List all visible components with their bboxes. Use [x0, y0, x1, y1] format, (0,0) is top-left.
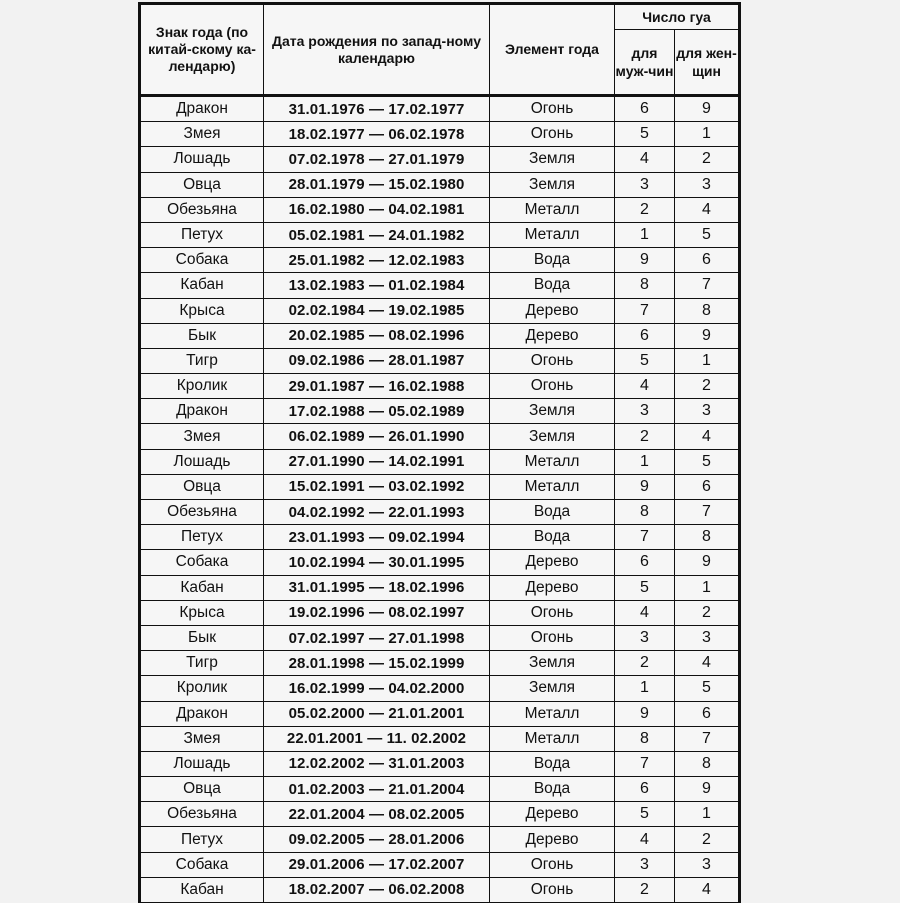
cell-sign: Собака: [140, 248, 264, 273]
cell-sign: Змея: [140, 726, 264, 751]
cell-element: Вода: [490, 525, 615, 550]
table-header: [140, 4, 740, 96]
cell-gua-men: 6: [615, 96, 675, 122]
table-row: [140, 676, 740, 701]
cell-element: Дерево: [490, 323, 615, 348]
table-row: [140, 147, 740, 172]
header-element: Элемент года: [490, 4, 615, 96]
cell-dates: 16.02.1980 — 04.02.1981: [264, 197, 490, 222]
cell-dates: 06.02.1989 — 26.01.1990: [264, 424, 490, 449]
cell-element: Земля: [490, 147, 615, 172]
cell-dates: 17.02.1988 — 05.02.1989: [264, 399, 490, 424]
cell-gua-men: 1: [615, 222, 675, 247]
header-women: для жен-щин: [675, 30, 740, 96]
cell-element: Огонь: [490, 852, 615, 877]
cell-dates: 09.02.2005 — 28.01.2006: [264, 827, 490, 852]
cell-gua-women: 3: [675, 172, 740, 197]
cell-gua-men: 6: [615, 777, 675, 802]
header-dates: Дата рождения по запад-ному календарю: [264, 4, 490, 96]
cell-gua-women: 3: [675, 399, 740, 424]
cell-sign: Бык: [140, 323, 264, 348]
table-row: [140, 273, 740, 298]
cell-sign: Кабан: [140, 273, 264, 298]
cell-sign: Тигр: [140, 651, 264, 676]
cell-gua-women: 5: [675, 676, 740, 701]
cell-element: Дерево: [490, 298, 615, 323]
cell-element: Огонь: [490, 877, 615, 902]
cell-gua-men: 2: [615, 197, 675, 222]
cell-gua-women: 1: [675, 348, 740, 373]
cell-gua-men: 7: [615, 525, 675, 550]
table-row: [140, 96, 740, 122]
cell-element: Дерево: [490, 802, 615, 827]
cell-element: Дерево: [490, 550, 615, 575]
header-sign: Знак года (по китай-скому ка-лендарю): [140, 4, 264, 96]
table-row: [140, 525, 740, 550]
cell-element: Вода: [490, 751, 615, 776]
header-gua: Число гуа: [615, 4, 740, 30]
cell-sign: Обезьяна: [140, 500, 264, 525]
cell-sign: Дракон: [140, 399, 264, 424]
cell-gua-women: 3: [675, 852, 740, 877]
cell-element: Металл: [490, 222, 615, 247]
cell-sign: Тигр: [140, 348, 264, 373]
cell-gua-men: 5: [615, 122, 675, 147]
cell-element: Огонь: [490, 625, 615, 650]
cell-element: Вода: [490, 500, 615, 525]
table-row: [140, 399, 740, 424]
header-men: для муж-чин: [615, 30, 675, 96]
cell-sign: Овца: [140, 172, 264, 197]
table-row: [140, 298, 740, 323]
cell-dates: 05.02.2000 — 21.01.2001: [264, 701, 490, 726]
cell-gua-men: 2: [615, 877, 675, 902]
table-body: [140, 96, 740, 903]
cell-sign: Лошадь: [140, 751, 264, 776]
cell-dates: 20.02.1985 — 08.02.1996: [264, 323, 490, 348]
cell-gua-men: 5: [615, 348, 675, 373]
cell-gua-women: 5: [675, 222, 740, 247]
cell-dates: 01.02.2003 — 21.01.2004: [264, 777, 490, 802]
cell-dates: 16.02.1999 — 04.02.2000: [264, 676, 490, 701]
cell-element: Металл: [490, 197, 615, 222]
cell-dates: 07.02.1997 — 27.01.1998: [264, 625, 490, 650]
cell-dates: 18.02.1977 — 06.02.1978: [264, 122, 490, 147]
cell-gua-men: 5: [615, 802, 675, 827]
cell-gua-women: 2: [675, 374, 740, 399]
cell-gua-men: 9: [615, 248, 675, 273]
cell-gua-men: 4: [615, 827, 675, 852]
cell-dates: 12.02.2002 — 31.01.2003: [264, 751, 490, 776]
table-row: [140, 550, 740, 575]
cell-sign: Крыса: [140, 600, 264, 625]
cell-gua-men: 3: [615, 852, 675, 877]
cell-gua-women: 8: [675, 751, 740, 776]
cell-element: Вода: [490, 777, 615, 802]
table-row: [140, 474, 740, 499]
table-row: [140, 600, 740, 625]
cell-dates: 22.01.2004 — 08.02.2005: [264, 802, 490, 827]
cell-sign: Дракон: [140, 701, 264, 726]
cell-gua-men: 3: [615, 399, 675, 424]
cell-sign: Кабан: [140, 877, 264, 902]
table-row: [140, 802, 740, 827]
cell-gua-men: 6: [615, 550, 675, 575]
cell-element: Металл: [490, 449, 615, 474]
cell-gua-men: 1: [615, 676, 675, 701]
cell-gua-men: 3: [615, 625, 675, 650]
table-row: [140, 197, 740, 222]
table-row: [140, 323, 740, 348]
cell-dates: 25.01.1982 — 12.02.1983: [264, 248, 490, 273]
cell-sign: Лошадь: [140, 449, 264, 474]
cell-dates: 31.01.1976 — 17.02.1977: [264, 96, 490, 122]
cell-gua-men: 2: [615, 651, 675, 676]
cell-gua-women: 1: [675, 122, 740, 147]
cell-element: Вода: [490, 248, 615, 273]
table-row: [140, 651, 740, 676]
cell-gua-men: 8: [615, 500, 675, 525]
cell-element: Металл: [490, 474, 615, 499]
cell-element: Земля: [490, 399, 615, 424]
cell-element: Огонь: [490, 600, 615, 625]
cell-sign: Лошадь: [140, 147, 264, 172]
gua-number-table: [138, 2, 741, 903]
cell-sign: Обезьяна: [140, 197, 264, 222]
cell-sign: Овца: [140, 777, 264, 802]
cell-element: Огонь: [490, 122, 615, 147]
cell-dates: 31.01.1995 — 18.02.1996: [264, 575, 490, 600]
cell-sign: Кролик: [140, 676, 264, 701]
cell-gua-women: 1: [675, 802, 740, 827]
cell-gua-women: 5: [675, 449, 740, 474]
cell-dates: 15.02.1991 — 03.02.1992: [264, 474, 490, 499]
cell-element: Дерево: [490, 827, 615, 852]
cell-gua-women: 6: [675, 701, 740, 726]
cell-element: Огонь: [490, 374, 615, 399]
table-row: [140, 172, 740, 197]
cell-element: Металл: [490, 726, 615, 751]
cell-gua-men: 9: [615, 474, 675, 499]
cell-gua-women: 4: [675, 877, 740, 902]
cell-gua-women: 9: [675, 777, 740, 802]
cell-gua-women: 7: [675, 726, 740, 751]
cell-dates: 02.02.1984 — 19.02.1985: [264, 298, 490, 323]
cell-sign: Собака: [140, 852, 264, 877]
table-row: [140, 625, 740, 650]
cell-dates: 13.02.1983 — 01.02.1984: [264, 273, 490, 298]
cell-sign: Бык: [140, 625, 264, 650]
cell-gua-women: 4: [675, 424, 740, 449]
table-row: [140, 449, 740, 474]
cell-sign: Петух: [140, 222, 264, 247]
cell-element: Огонь: [490, 96, 615, 122]
cell-dates: 22.01.2001 — 11. 02.2002: [264, 726, 490, 751]
cell-gua-men: 4: [615, 147, 675, 172]
cell-sign: Крыса: [140, 298, 264, 323]
cell-element: Земля: [490, 172, 615, 197]
cell-gua-women: 4: [675, 197, 740, 222]
cell-sign: Овца: [140, 474, 264, 499]
cell-sign: Собака: [140, 550, 264, 575]
cell-sign: Кролик: [140, 374, 264, 399]
cell-gua-men: 4: [615, 374, 675, 399]
cell-gua-men: 7: [615, 298, 675, 323]
cell-dates: 28.01.1979 — 15.02.1980: [264, 172, 490, 197]
cell-dates: 29.01.2006 — 17.02.2007: [264, 852, 490, 877]
cell-dates: 05.02.1981 — 24.01.1982: [264, 222, 490, 247]
cell-gua-women: 2: [675, 827, 740, 852]
cell-sign: Петух: [140, 525, 264, 550]
cell-element: Земля: [490, 424, 615, 449]
cell-sign: Змея: [140, 122, 264, 147]
table-row: [140, 877, 740, 902]
cell-sign: Кабан: [140, 575, 264, 600]
cell-dates: 18.02.2007 — 06.02.2008: [264, 877, 490, 902]
cell-gua-men: 7: [615, 751, 675, 776]
cell-gua-men: 6: [615, 323, 675, 348]
cell-dates: 10.02.1994 — 30.01.1995: [264, 550, 490, 575]
cell-gua-men: 5: [615, 575, 675, 600]
cell-dates: 04.02.1992 — 22.01.1993: [264, 500, 490, 525]
cell-gua-women: 4: [675, 651, 740, 676]
cell-gua-women: 8: [675, 525, 740, 550]
table-row: [140, 500, 740, 525]
cell-element: Дерево: [490, 575, 615, 600]
table-row: [140, 348, 740, 373]
cell-gua-men: 4: [615, 600, 675, 625]
cell-element: Земля: [490, 651, 615, 676]
table-row: [140, 248, 740, 273]
cell-gua-women: 7: [675, 500, 740, 525]
table-row: [140, 575, 740, 600]
table-row: [140, 827, 740, 852]
cell-gua-women: 8: [675, 298, 740, 323]
table-row: [140, 701, 740, 726]
cell-sign: Обезьяна: [140, 802, 264, 827]
cell-dates: 19.02.1996 — 08.02.1997: [264, 600, 490, 625]
table-row: [140, 751, 740, 776]
table-row: [140, 222, 740, 247]
cell-dates: 09.02.1986 — 28.01.1987: [264, 348, 490, 373]
table-row: [140, 374, 740, 399]
cell-dates: 29.01.1987 — 16.02.1988: [264, 374, 490, 399]
cell-gua-women: 2: [675, 147, 740, 172]
table-row: [140, 852, 740, 877]
cell-gua-women: 6: [675, 248, 740, 273]
cell-sign: Дракон: [140, 96, 264, 122]
table-row: [140, 424, 740, 449]
cell-gua-women: 9: [675, 323, 740, 348]
cell-dates: 07.02.1978 — 27.01.1979: [264, 147, 490, 172]
table-row: [140, 726, 740, 751]
cell-gua-women: 1: [675, 575, 740, 600]
cell-dates: 27.01.1990 — 14.02.1991: [264, 449, 490, 474]
cell-element: Вода: [490, 273, 615, 298]
cell-gua-women: 9: [675, 96, 740, 122]
cell-sign: Змея: [140, 424, 264, 449]
cell-gua-men: 3: [615, 172, 675, 197]
cell-element: Металл: [490, 701, 615, 726]
cell-element: Земля: [490, 676, 615, 701]
cell-sign: Петух: [140, 827, 264, 852]
cell-gua-men: 8: [615, 726, 675, 751]
cell-gua-women: 6: [675, 474, 740, 499]
table-row: [140, 122, 740, 147]
cell-gua-women: 7: [675, 273, 740, 298]
cell-element: Огонь: [490, 348, 615, 373]
cell-gua-men: 9: [615, 701, 675, 726]
cell-dates: 28.01.1998 — 15.02.1999: [264, 651, 490, 676]
table-row: [140, 777, 740, 802]
cell-gua-women: 2: [675, 600, 740, 625]
cell-gua-women: 9: [675, 550, 740, 575]
cell-dates: 23.01.1993 — 09.02.1994: [264, 525, 490, 550]
cell-gua-men: 2: [615, 424, 675, 449]
cell-gua-women: 3: [675, 625, 740, 650]
cell-gua-men: 8: [615, 273, 675, 298]
gua-table-page: [138, 2, 738, 903]
cell-gua-men: 1: [615, 449, 675, 474]
